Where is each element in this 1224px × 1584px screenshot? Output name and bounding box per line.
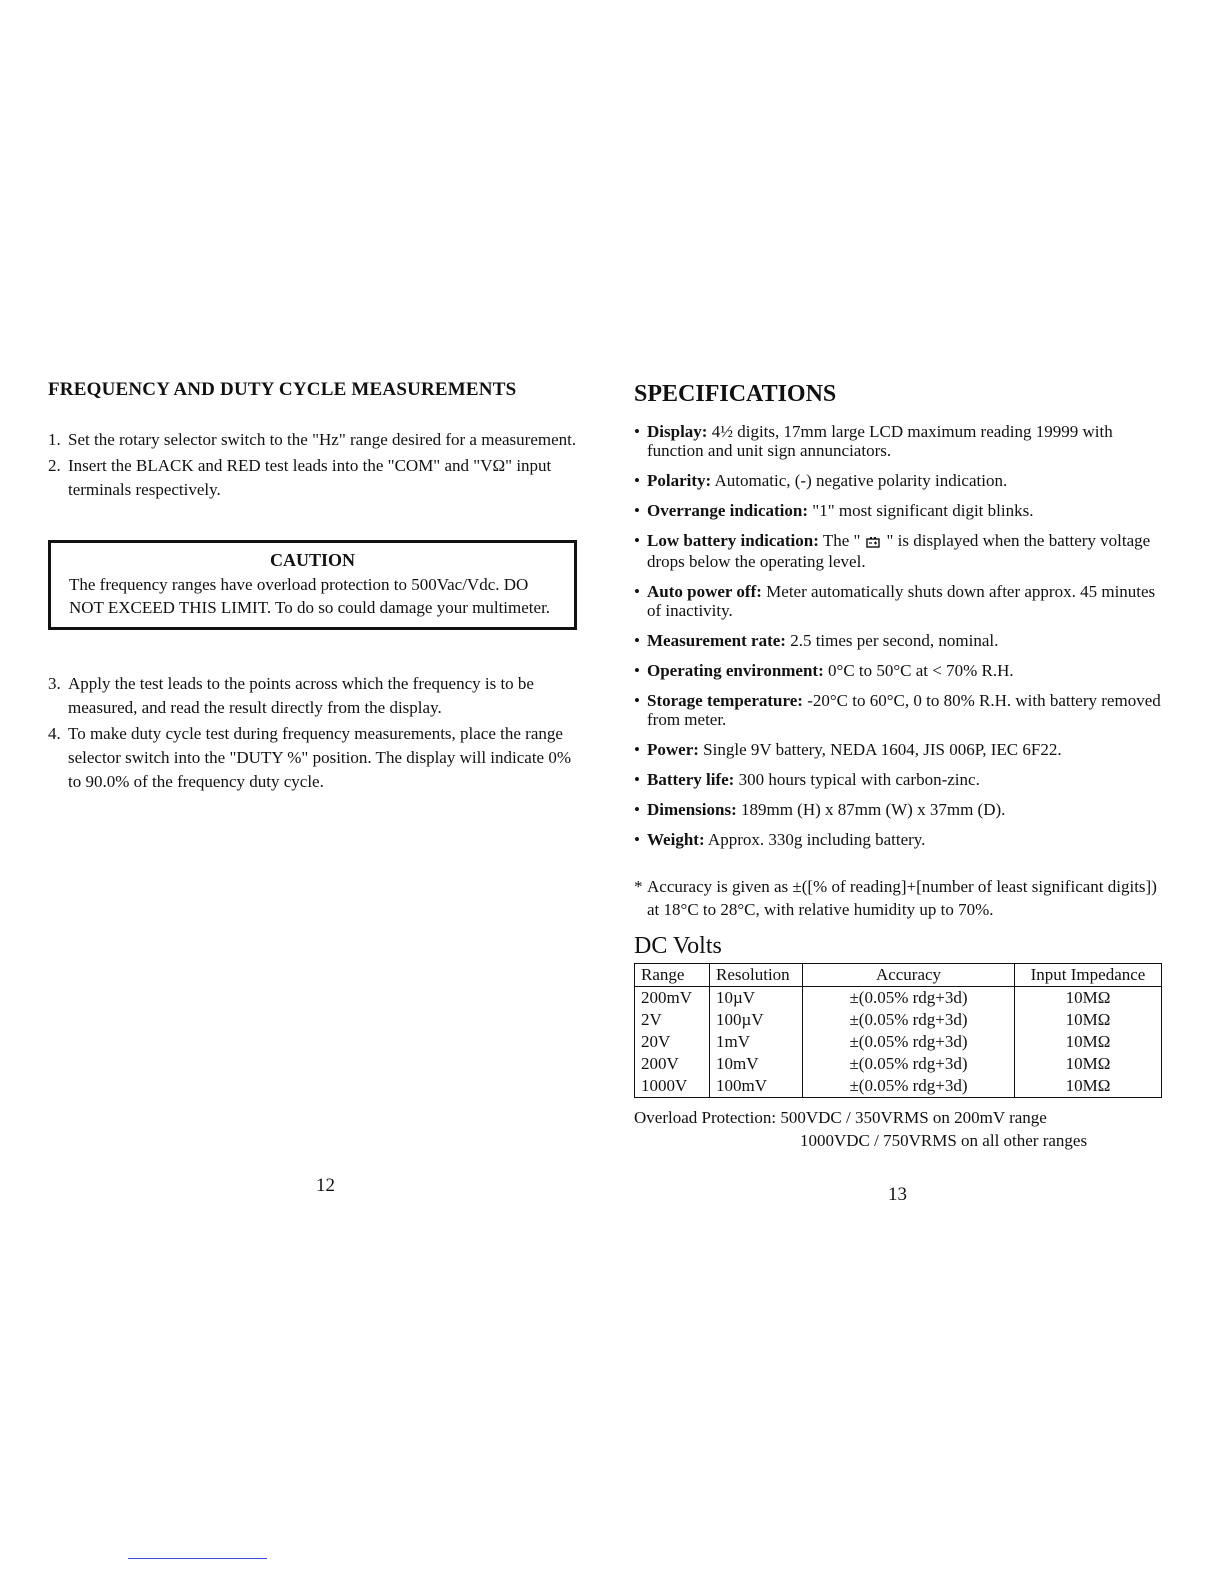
cell-accuracy: ±(0.05% rdg+3d) <box>803 1009 1015 1031</box>
cell-resolution: 1mV <box>710 1031 803 1053</box>
spec-label: Operating environment: <box>647 660 824 680</box>
dc-volts-title: DC Volts <box>634 932 722 959</box>
page-number-left: 12 <box>316 1175 335 1196</box>
caution-title: CAUTION <box>269 550 355 570</box>
steps-list <box>48 672 578 794</box>
spec-text: 300 hours typical with carbon-zinc. <box>734 769 980 789</box>
steps-list <box>48 428 578 502</box>
spec-item <box>634 661 1164 680</box>
spec-item <box>634 501 1164 520</box>
spec-label: Power: <box>647 739 699 759</box>
cell-range: 200V <box>635 1053 710 1075</box>
spec-text: 189mm (H) x 87mm (W) x 37mm (D). <box>736 799 1006 819</box>
bullet: • <box>634 660 640 680</box>
cell-impedance: 10MΩ <box>1015 1053 1162 1075</box>
cell-resolution: 10µV <box>710 986 803 1009</box>
table-row <box>635 1075 1162 1098</box>
cell-accuracy: ±(0.05% rdg+3d) <box>803 1031 1015 1053</box>
accuracy-note-text: Accuracy is given as ±([% of reading]+[number of least significant digits]) at 18°C to 28°C, with relative humidity up to 70%. <box>647 876 1157 919</box>
section-heading-specifications: SPECIFICATIONS <box>634 381 837 407</box>
caution-box <box>48 540 577 630</box>
battery-icon <box>866 533 880 552</box>
spec-label: Display: <box>647 422 708 441</box>
spec-text: Meter automatically shuts down after approx. 45 minutes of inactivity. <box>647 581 1156 620</box>
cell-resolution: 10mV <box>710 1053 803 1075</box>
spec-text: -20°C to 60°C, 0 to 80% R.H. with battery removed from meter. <box>647 690 1161 729</box>
step-item <box>48 722 578 794</box>
left-page <box>48 376 578 796</box>
spec-label: Overrange indication: <box>647 501 809 520</box>
cell-accuracy: ±(0.05% rdg+3d) <box>803 986 1015 1009</box>
decorative-line <box>128 1558 267 1559</box>
cell-impedance: 10MΩ <box>1015 1031 1162 1053</box>
step-number: 1. <box>48 430 61 449</box>
table-row <box>635 1031 1162 1053</box>
cell-resolution: 100mV <box>710 1075 803 1098</box>
step-item <box>48 454 578 502</box>
section-heading-frequency: FREQUENCY AND DUTY CYCLE MEASUREMENTS <box>48 379 517 400</box>
cell-range: 200mV <box>635 986 710 1009</box>
spec-text: "1" most significant digit blinks. <box>808 501 1034 520</box>
spec-label: Polarity: <box>647 471 712 490</box>
specs-list <box>634 422 1164 849</box>
bullet: • <box>634 471 640 490</box>
spec-text: 2.5 times per second, nominal. <box>785 630 999 650</box>
table-row <box>635 1009 1162 1031</box>
spec-label: Storage temperature: <box>647 690 803 710</box>
table-header-row <box>635 963 1162 986</box>
cell-impedance: 10MΩ <box>1015 1075 1162 1098</box>
spec-text: 4½ digits, 17mm large LCD maximum reading 19999 with function and unit sign annunciators. <box>647 422 1113 460</box>
column-header-range: Range <box>635 963 710 986</box>
step-text: Apply the test leads to the points across which the frequency is to be measured, and read the result directly from the display. <box>68 674 534 717</box>
spec-text: Approx. 330g including battery. <box>704 829 926 849</box>
overload-protection <box>634 1106 1164 1152</box>
spec-label: Measurement rate: <box>647 630 786 650</box>
spec-label: Auto power off: <box>647 581 762 601</box>
step-text: Set the rotary selector switch to the "Hz" range desired for a measurement. <box>68 430 577 449</box>
column-header-impedance: Input Impedance <box>1015 963 1162 986</box>
accuracy-note <box>634 875 1164 921</box>
cell-accuracy: ±(0.05% rdg+3d) <box>803 1053 1015 1075</box>
spec-text: Automatic, (-) negative polarity indication. <box>711 471 1008 490</box>
cell-impedance: 10MΩ <box>1015 986 1162 1009</box>
step-text: Insert the BLACK and RED test leads into the "COM" and "VΩ" input terminals respectively. <box>68 456 552 499</box>
cell-range: 20V <box>635 1031 710 1053</box>
bullet: • <box>634 799 640 819</box>
right-page <box>634 376 1164 1152</box>
bullet: • <box>634 769 640 789</box>
spec-item <box>634 691 1164 729</box>
spec-item <box>634 800 1164 819</box>
bullet: • <box>634 501 640 520</box>
spec-label: Dimensions: <box>647 799 737 819</box>
bullet: • <box>634 739 640 759</box>
bullet: • <box>634 630 640 650</box>
step-number: 3. <box>48 674 61 693</box>
spec-item <box>634 770 1164 789</box>
column-header-resolution: Resolution <box>710 963 803 986</box>
bullet: • <box>634 829 640 849</box>
cell-accuracy: ±(0.05% rdg+3d) <box>803 1075 1015 1098</box>
overload-line-2: 1000VDC / 750VRMS on all other ranges <box>800 1130 1088 1150</box>
step-item <box>48 672 578 720</box>
spec-item <box>634 631 1164 650</box>
table-row <box>635 1053 1162 1075</box>
cell-range: 2V <box>635 1009 710 1031</box>
bullet: • <box>634 690 640 710</box>
spec-text: The " <box>818 531 861 550</box>
spec-label: Battery life: <box>647 769 735 789</box>
asterisk: * <box>634 876 643 896</box>
spec-item <box>634 740 1164 759</box>
spec-item <box>634 531 1164 571</box>
column-header-accuracy: Accuracy <box>803 963 1015 986</box>
bullet: • <box>634 531 640 550</box>
spec-item <box>634 582 1164 620</box>
spec-text: Single 9V battery, NEDA 1604, JIS 006P, IEC 6F22. <box>698 739 1062 759</box>
spec-text: 0°C to 50°C at < 70% R.H. <box>823 660 1014 680</box>
spec-label: Weight: <box>647 829 705 849</box>
spec-label: Low battery indication: <box>647 531 819 550</box>
spec-item <box>634 830 1164 849</box>
step-number: 2. <box>48 456 61 475</box>
cell-range: 1000V <box>635 1075 710 1098</box>
cell-impedance: 10MΩ <box>1015 1009 1162 1031</box>
bullet: • <box>634 581 640 601</box>
cell-resolution: 100µV <box>710 1009 803 1031</box>
bullet: • <box>634 422 640 441</box>
caution-body: The frequency ranges have overload protection to 500Vac/Vdc. DO NOT EXCEED THIS LIMIT. To do so could damage your multimeter. <box>69 575 551 617</box>
dc-volts-table <box>634 963 1162 1098</box>
overload-line-1: Overload Protection: 500VDC / 350VRMS on 200mV range <box>634 1107 1047 1127</box>
spec-item <box>634 471 1164 490</box>
step-item <box>48 428 578 452</box>
page-number-right: 13 <box>888 1184 907 1205</box>
spec-item <box>634 422 1164 460</box>
spec-text: " is displayed when the battery voltage drops below the operating level. <box>647 531 1151 571</box>
table-row <box>635 986 1162 1009</box>
step-number: 4. <box>48 724 61 743</box>
step-text: To make duty cycle test during frequency measurements, place the range selector switch into the "DUTY %" position. The display will indicate 0% to 90.0% of the frequency duty cycle. <box>68 724 572 791</box>
